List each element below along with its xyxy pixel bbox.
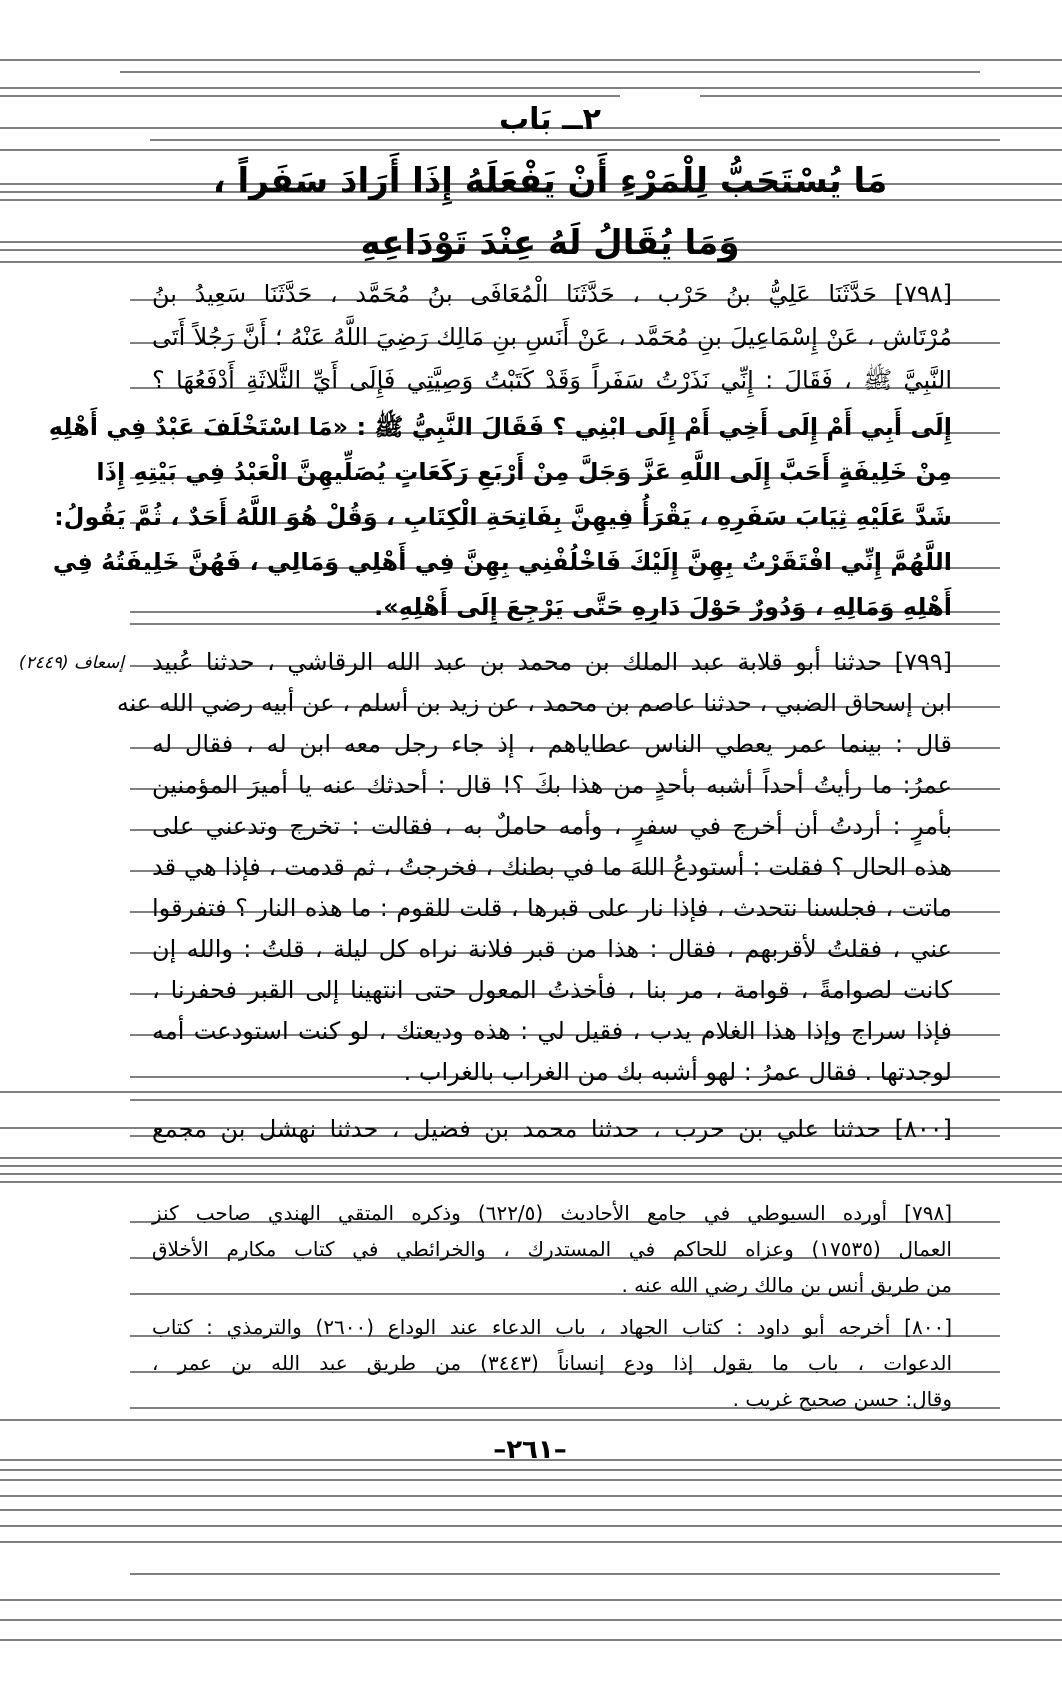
hadith-799-line: بأمرٍ : أردتُ أن أخرج في سفرٍ ، وأمه حاملٌ به ، فقالت : تخرج وتدعني على bbox=[152, 812, 952, 840]
hadith-798-line: اللَّهُمَّ إِنِّي افْتَقَرْتُ بِهِنَّ إِلَيْكَ فَاخْلُفْنِي بِهِنَّ فِي أَهْلِي وَمَالِي ، فَهُنَّ خَلِيفَتُهُ فِي bbox=[52, 548, 952, 576]
hadith-799-line: لوجدتها . فقال عمرُ : لهو أشبه بك من الغراب بالغراب . bbox=[403, 1058, 952, 1086]
margin-note: إسعاف (٢٤٤٩) bbox=[18, 653, 124, 673]
hadith-799-line: هذه الحال ؟ فقلت : أستودعُ اللهَ ما في بطنك ، فخرجتُ ، ثم قدمت ، فإذا هي قد bbox=[152, 853, 952, 881]
hadith-798-line: مُرْتَاش ، عَنْ إِسْمَاعِيلَ بنِ مُحَمَّد ، عَنْ أَنَسِ بنِ مَالِك رَضِيَ اللَّهُ عَنْهُ ؛ أَنَّ رَجُلاً أَتَى bbox=[152, 323, 952, 351]
hadith-799-line: قال : بينما عمر يعطي الناس عطاياهم ، إذ جاء رجل معه ابن له ، فقال له bbox=[152, 730, 952, 758]
hadith-799-line: عمرُ: ما رأيتُ أحداً أشبه بأحدٍ من هذا بكَ ؟! قال : أحدثك عنه يا أميرَ المؤمنين bbox=[152, 771, 952, 799]
hadith-800-line: [٨٠٠] حدثنا علي بن حرب ، حدثنا محمد بن فضيل ، حدثنا نهشل بن مجمع bbox=[152, 1115, 952, 1143]
hadith-799-line: [٧٩٩] حدثنا أبو قلابة عبد الملك بن محمد بن عبد الله الرقاشي ، حدثنا عُبيد bbox=[152, 648, 952, 676]
hadith-798-line: إِلَى أَبِي أَمْ إِلَى أَخِي أَمْ إِلَى ابْنِي ؟ فَقَالَ النَّبِيُّ ﷺ : «مَا اسْتَخْلَفَ عَبْدٌ فِي أَهْلِهِ bbox=[48, 413, 952, 441]
hadith-798-line: أَهْلِهِ وَمَالِهِ ، وَدُورٌ حَوْلَ دَارِهِ حَتَّى يَرْجِعَ إِلَى أَهْلِهِ». bbox=[374, 593, 952, 621]
hadith-799-line: فإذا سراج وإذا هذا الغلام يدب ، فقيل لي : هذه وديعتك ، لو كنت استودعت أمه bbox=[152, 1017, 952, 1045]
hadith-798-line: النَّبِيَّ ﷺ ، فَقَالَ : إِنِّي نَذَرْتُ سَفَراً وَقَدْ كَتَبْتُ وَصِيَّتِي فَإِلَى أَيِّ الثَّلاثَةِ أَدْفَعُهَا ؟ bbox=[152, 366, 952, 394]
footnote-line: [٧٩٨] أورده السيوطي في جامع الأحاديث (٦٢٢/٥) وذكره المتقي الهندي صاحب كنز bbox=[152, 1201, 952, 1225]
hadith-798-line: [٧٩٨] حَدَّثَنَا عَلِيُّ بنُ حَرْب ، حَدَّثَنَا الْمُعَافَى بنُ مُحَمَّد ، حَدَّثَنَا سَعِيدُ بنُ bbox=[152, 280, 952, 308]
chapter-title-line-2: وَمَا يُقَالُ لَهُ عِنْدَ تَوْدَاعِهِ bbox=[360, 223, 740, 263]
hadith-799-line: ابن إسحاق الضبي ، حدثنا عاصم بن محمد ، عن زيد بن أسلم ، عن أبيه رضي الله عنه bbox=[116, 689, 952, 717]
page-number: –٢٦١– bbox=[493, 1435, 567, 1465]
footnote-line: من طريق أنس بن مالك رضي الله عنه . bbox=[621, 1273, 952, 1297]
hadith-799-line: ماتت ، فجلسنا نتحدث ، فإذا نار على قبرها ، قلت للقوم : ما هذه النار ؟ فتفرقوا bbox=[152, 894, 952, 922]
footnote-line: العمال (١٧٥٣٥) وعزاه للحاكم في المستدرك ، والخرائطي في كتاب مكارم الأخلاق bbox=[152, 1237, 952, 1261]
chapter-title-line-1: مَا يُسْتَحَبُّ لِلْمَرْءِ أَنْ يَفْعَلَهُ إِذَا أَرَادَ سَفَراً ، bbox=[212, 161, 888, 201]
hadith-799-line: كانت لصوامةً ، قوامة ، مر بنا ، فأخذتُ المعول حتى انتهينا إلى القبر فحفرنا ، bbox=[152, 976, 952, 1004]
hadith-799-line: عني ، فقلتُ لأقربهم ، فقال : هذا من قبر فلانة نراه كل ليلة ، قلتُ : والله إن bbox=[152, 935, 952, 963]
footnote-line: [٨٠٠] أخرجه أبو داود : كتاب الجهاد ، باب الدعاء عند الوداع (٢٦٠٠) والترمذي : كتاب bbox=[152, 1315, 952, 1339]
hadith-798-line: شَدَّ عَلَيْهِ ثِيَابَ سَفَرِهِ ، يَقْرَأُ فِيهِنَّ بِفَاتِحَةِ الْكِتَابِ ، وَقُلْ هُوَ اللَّهُ أَحَدٌ ، ثُمَّ يَقُولُ: bbox=[54, 503, 952, 531]
hadith-798-line: مِنْ خَلِيفَةٍ أَحَبَّ إِلَى اللَّهِ عَزَّ وَجَلَّ مِنْ أَرْبَعِ رَكَعَاتٍ يُصَلِّيهِنَّ الْعَبْدُ فِي بَيْتِهِ إِذَا bbox=[96, 458, 952, 486]
chapter-number: ٢ــ بَاب bbox=[499, 102, 601, 137]
footnote-line: وقال: حسن صحيح غريب . bbox=[732, 1387, 952, 1411]
footnote-line: الدعوات ، باب ما يقول إذا ودع إنساناً (٣٤٤٣) من طريق عبد الله بن عمر ، bbox=[152, 1351, 952, 1375]
